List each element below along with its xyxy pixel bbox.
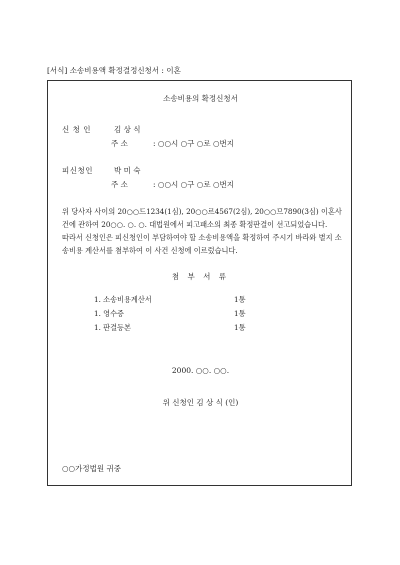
- body-text: [62, 205, 342, 257]
- attachment-qty: 1통: [234, 323, 246, 332]
- applicant-signature: 위 신청인 김 상 식 (인): [162, 398, 239, 407]
- applicant-address: : ○○시 ○구 ○로 ○번지: [153, 139, 235, 148]
- filing-date: 2000. ○○. ○○.: [171, 366, 230, 375]
- attachment-qty: 1통: [234, 295, 246, 304]
- attachment-item: [94, 309, 254, 319]
- court-addressee: ○○가정법원 귀중: [62, 464, 121, 473]
- respondent-address: : ○○시 ○구 ○로 ○번지: [153, 180, 235, 189]
- applicant-address-label: 주 소: [111, 139, 128, 148]
- body-paragraph-1: 위 당사자 사이의 20○○드1234(1심), 20○○르4567(2심), 20○○므7890(3심) 이혼사건에 관하여 20○○. ○. ○. 대법원에서 피고패소의 최종 확정판결이 선고되었습니다.: [62, 207, 342, 229]
- respondent-label: 피신청인: [62, 166, 93, 175]
- attachment-item: [94, 323, 254, 333]
- applicant-label: 신 청 인: [62, 125, 92, 134]
- document-title: 소송비용의 확정신청서: [163, 94, 238, 103]
- attachment-name: 1. 소송비용계산서: [94, 295, 152, 304]
- respondent-name: 박 미 숙: [114, 166, 141, 175]
- attachments-title: 첨 부 서 류: [171, 272, 230, 281]
- attachment-qty: 1통: [234, 309, 246, 318]
- attachment-item: [94, 295, 254, 305]
- applicant-name: 김 상 식: [114, 125, 141, 134]
- body-paragraph-2: 따라서 신청인은 피신청인이 부담하여야 할 소송비용액을 확정하여 주시기 바라와 별지 소송비용 계산서를 첨부하여 이 사건 신청에 이르렀습니다.: [62, 233, 342, 255]
- document-frame: [47, 80, 352, 486]
- respondent-address-label: 주 소: [111, 180, 128, 189]
- attachment-name: 1. 영수증: [94, 309, 124, 318]
- form-caption: [서식] 소송비용액 확정결정신청서 : 이혼: [47, 66, 181, 75]
- attachment-name: 1. 판결등본: [94, 323, 131, 332]
